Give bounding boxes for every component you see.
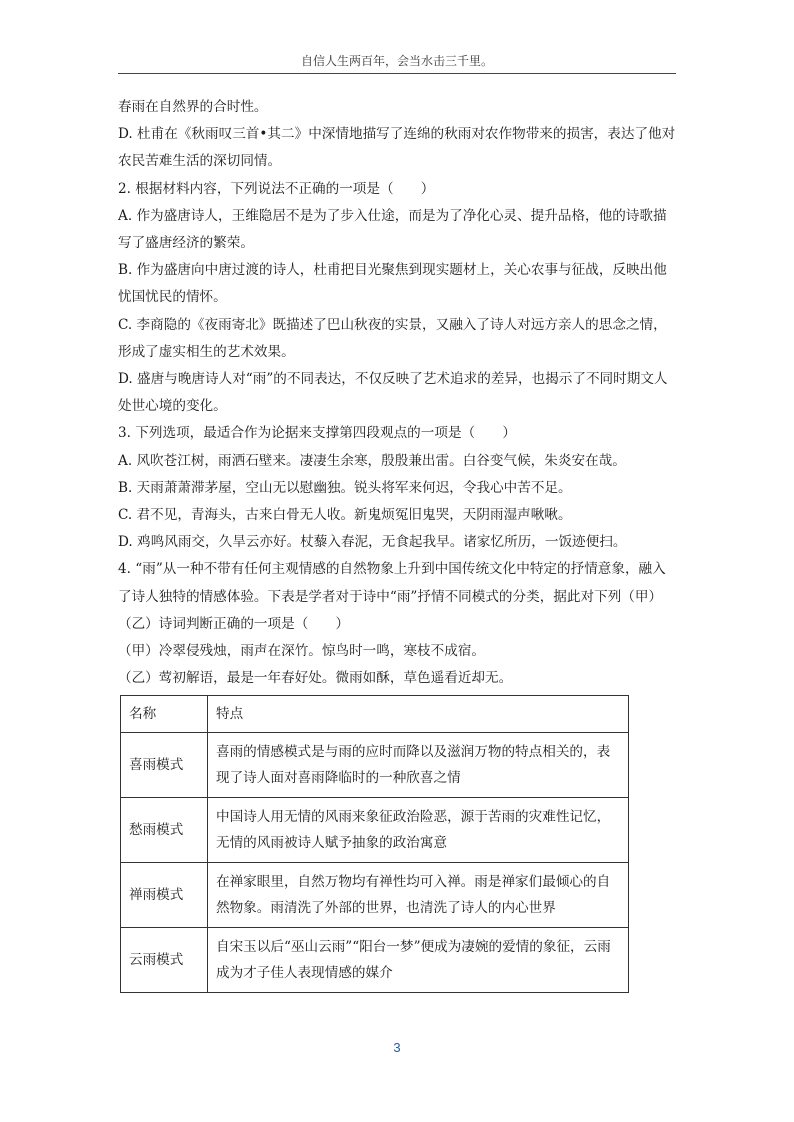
question-4-stem: 4. “雨”从一种不带有任何主观情感的自然物象上升到中国传统文化中特定的抒情意象，融入了诗人独特的情感体验。下表是学者对于诗中“雨”抒情不同模式的分类，据此对下列（甲）（乙）诗词判断正确的一项是（ ）	[118, 561, 666, 632]
table-row	[121, 733, 629, 798]
table-row	[121, 798, 629, 863]
question-3-stem: 3. 下列选项，最适合作为论据来支撑第四段观点的一项是（ ）	[118, 425, 516, 442]
table-header-cell: 名称	[121, 696, 208, 733]
table-header-row	[121, 696, 629, 733]
option: A. 作为盛唐诗人，王维隐居不是为了步入仕途，而是为了净化心灵、提升品格，他的诗歌描写了盛唐经济的繁荣。	[118, 207, 667, 252]
table-row	[121, 863, 629, 928]
poem-jia: （甲）冷翠侵残烛，雨声在深竹。惊鸟时一鸣，寒枝不成宿。	[118, 643, 486, 660]
paragraph: 春雨在自然界的合时性。	[118, 99, 268, 115]
paragraph: D. 杜甫在《秋雨叹三首•其二》中深情地描写了连绵的秋雨对农作物带来的损害，表达了他对农民苦难生活的深切同情。	[118, 126, 676, 170]
mode-name-cell: 愁雨模式	[121, 798, 208, 863]
option: D. 盛唐与晚唐诗人对“雨”的不同表达，不仅反映了艺术追求的差异，也揭示了不同时期文人处世心境的变化。	[118, 371, 668, 415]
option: C. 君不见，青海头，古来白骨无人收。新鬼烦冤旧鬼哭，天阴雨湿声啾啾。	[118, 507, 572, 524]
mode-feature-cell: 中国诗人用无情的风雨来象征政治险恶，源于苦雨的灾难性记忆，无情的风雨被诗人赋予抽象的政治寓意	[208, 798, 629, 863]
mode-name-cell: 云雨模式	[121, 928, 208, 993]
option: C. 李商隐的《夜雨寄北》既描述了巴山秋夜的实景，又融入了诗人对远方亲人的思念之情，形成了虚实相生的艺术效果。	[118, 316, 667, 360]
mode-feature-cell: 在禅家眼里，自然万物均有禅性均可入禅。雨是禅家们最倾心的自然物象。雨清洗了外部的世界，也清洗了诗人的内心世界	[208, 863, 629, 928]
question-2-stem: 2. 根据材料内容，下列说法不正确的一项是（ ）	[118, 180, 435, 197]
option: D. 鸡鸣风雨交，久旱云亦好。杖藜入春泥，无食起我早。诸家忆所历，一饭迹便扫。	[118, 534, 627, 551]
document-body	[118, 94, 678, 692]
page-number: 3	[393, 1040, 401, 1055]
rain-mode-table	[120, 695, 629, 993]
mode-name-cell: 喜雨模式	[121, 733, 208, 798]
table-header-cell: 特点	[208, 696, 629, 733]
option: A. 风吹苍江树，雨洒石壁来。凄凄生余寒，殷殷兼出雷。白谷变气候，朱炎安在哉。	[118, 452, 626, 469]
mode-feature-cell: 自宋玉以后“巫山云雨”“阳台一梦”便成为凄婉的爱情的象征，云雨成为才子佳人表现情感的媒介	[208, 928, 629, 993]
page-header-motto: 自信人生两百年，会当水击三千里。	[300, 54, 493, 68]
mode-name-cell: 禅雨模式	[121, 863, 208, 928]
table-row	[121, 928, 629, 993]
header-divider	[118, 73, 676, 74]
poem-yi: （乙）莺初解语，最是一年春好处。微雨如酥，草色遥看近却无。	[118, 670, 513, 687]
option: B. 天雨萧萧滞茅屋，空山无以慰幽独。锐头将军来何迟，令我心中苦不足。	[118, 479, 572, 496]
option: B. 作为盛唐向中唐过渡的诗人，杜甫把目光聚焦到现实题材上，关心农事与征战，反映出他忧国忧民的情怀。	[118, 262, 667, 306]
mode-feature-cell: 喜雨的情感模式是与雨的应时而降以及滋润万物的特点相关的，表现了诗人面对喜雨降临时的一种欣喜之情	[208, 733, 629, 798]
